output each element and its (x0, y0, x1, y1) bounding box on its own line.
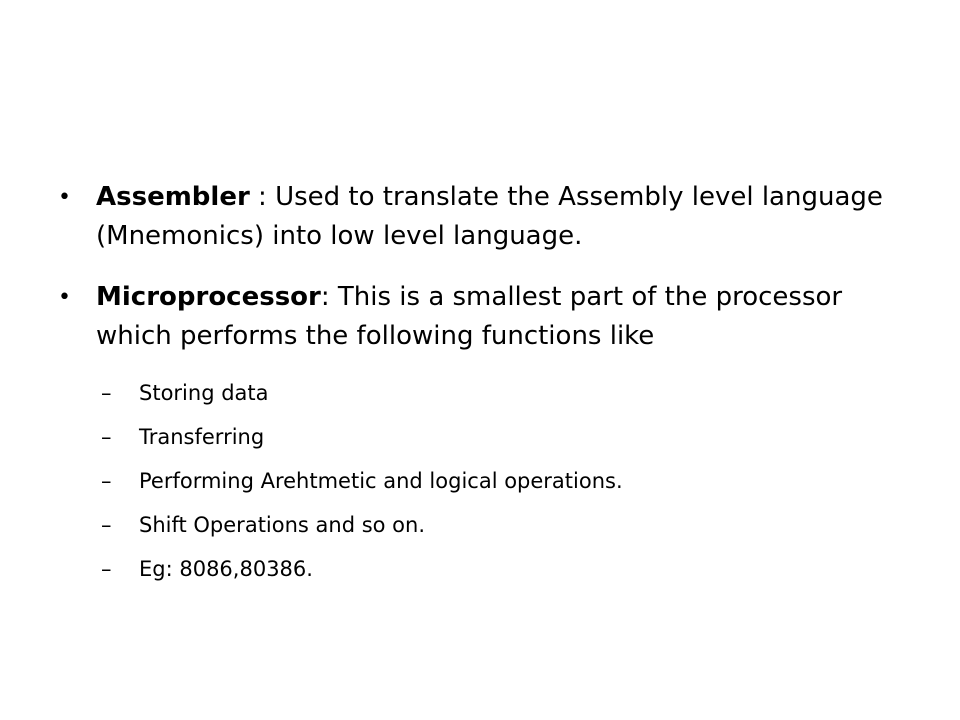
bullet-icon: • (58, 185, 71, 210)
sub-item-text: Shift Operations and so on. (139, 513, 426, 537)
bullet-text: : This is a smallest part of the processor which performs the following functions like (96, 282, 843, 351)
sub-item-text: Performing Arehtmetic and logical operations. (139, 469, 623, 493)
dash-icon: – (101, 557, 112, 581)
sub-item (58, 510, 918, 540)
sub-item-text: Transferring (139, 425, 265, 449)
sub-item (58, 378, 918, 408)
dash-icon: – (101, 513, 112, 537)
bullet-text: : Used to translate the Assembly level language (Mnemonics) into low level language. (96, 182, 883, 251)
bullet-term: Assembler (96, 182, 250, 212)
sub-item (58, 422, 918, 452)
dash-icon: – (101, 425, 112, 449)
bullet-icon: • (58, 285, 71, 310)
sub-item-text: Eg: 8086,80386. (139, 557, 313, 581)
bullet-assembler (58, 178, 918, 256)
dash-icon: – (101, 469, 112, 493)
sub-item-text: Storing data (139, 381, 269, 405)
bullet-term: Microprocessor (96, 282, 321, 312)
slide-body (58, 178, 918, 598)
sub-item (58, 466, 918, 496)
dash-icon: – (101, 381, 112, 405)
bullet-microprocessor (58, 278, 918, 356)
sub-item (58, 554, 918, 584)
sub-list (58, 378, 918, 584)
